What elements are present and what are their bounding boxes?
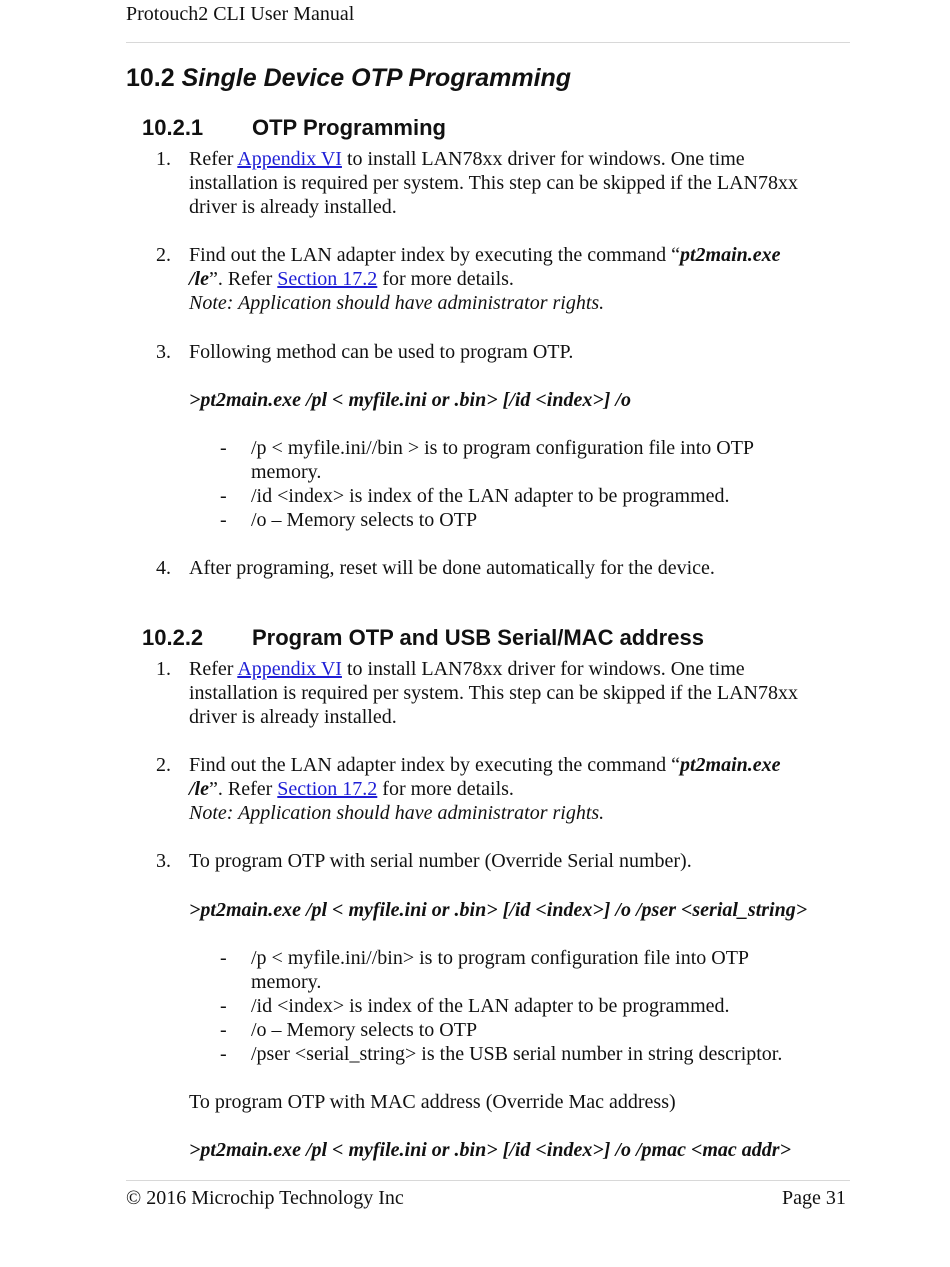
section-number: 10.2 [126,64,175,92]
bullet-text: /p < myfile.ini//bin > is to program configuration file into OTP [251,437,755,459]
section-title: Single Device OTP Programming [181,64,572,92]
text-run: Find out the LAN adapter index by executing the command “ [189,754,680,776]
subsection-number: 10.2.2 [142,625,204,650]
bullet-text: memory. [251,461,322,483]
text-run: for more details. [377,778,514,800]
step-text: To program OTP with MAC address (Override Mac address) [189,1091,676,1113]
text-run: Refer [189,148,238,170]
step-number: 2. [156,754,171,776]
text-run: ”. Refer [209,268,278,290]
step-text [189,777,514,801]
step-text: driver is already installed. [189,196,397,218]
header-divider [126,42,850,43]
bullet-dash: - [220,947,227,969]
bullet-dash: - [220,485,227,507]
note-text: Note: Application should have administrator rights. [189,802,605,824]
step-number: 1. [156,148,171,170]
step-text: installation is required per system. This step can be skipped if the LAN78xx [189,682,798,704]
step-text [189,267,514,291]
step-text: Following method can be used to program OTP. [189,341,574,363]
step-number: 4. [156,557,171,579]
bullet-text: /p < myfile.ini//bin> is to program configuration file into OTP [251,947,750,969]
text-run: Refer [189,658,238,680]
command-text: /le [189,268,209,290]
bullet-text: /o – Memory selects to OTP [251,1019,478,1041]
bullet-text: /o – Memory selects to OTP [251,509,478,531]
section-heading [126,64,571,93]
running-header: Protouch2 CLI User Manual [126,3,355,25]
step-text [189,147,745,171]
appendix-link[interactable]: Appendix VI [237,658,342,680]
command-text: pt2main.exe [679,754,781,776]
command-text: pt2main.exe [679,244,781,266]
step-text: To program OTP with serial number (Override Serial number). [189,850,692,872]
step-text [189,753,781,777]
text-run: to install LAN78xx driver for windows. One time [341,658,745,680]
bullet-dash: - [220,1043,227,1065]
footer-divider [126,1180,850,1181]
text-run: for more details. [377,268,514,290]
command-text: /le [189,778,209,800]
page-number: Page 31 [782,1187,846,1209]
step-text [189,657,745,681]
appendix-link[interactable]: Appendix VI [237,148,342,170]
step-number: 3. [156,850,171,872]
footer-copyright: © 2016 Microchip Technology Inc [126,1187,404,1209]
step-text [189,243,781,267]
bullet-text: /id <index> is index of the LAN adapter to be programmed. [251,995,730,1017]
subsection-heading-2 [142,625,704,651]
bullet-dash: - [220,509,227,531]
section-link[interactable]: Section 17.2 [277,268,378,290]
section-link[interactable]: Section 17.2 [277,778,378,800]
command-line: >pt2main.exe /pl < myfile.ini or .bin> [/id <index>] /o [189,389,631,411]
step-text: After programing, reset will be done automatically for the device. [189,557,715,579]
text-run: Find out the LAN adapter index by executing the command “ [189,244,680,266]
bullet-dash: - [220,437,227,459]
step-number: 1. [156,658,171,680]
bullet-dash: - [220,1019,227,1041]
command-line: >pt2main.exe /pl < myfile.ini or .bin> [/id <index>] /o /pmac <mac addr> [189,1139,791,1161]
subsection-number: 10.2.1 [142,115,204,140]
text-run: ”. Refer [209,778,278,800]
bullet-text: /id <index> is index of the LAN adapter to be programmed. [251,485,730,507]
step-text: installation is required per system. This step can be skipped if the LAN78xx [189,172,798,194]
step-number: 2. [156,244,171,266]
subsection-title: Program OTP and USB Serial/MAC address [252,625,704,650]
subsection-heading-1 [142,115,446,141]
step-number: 3. [156,341,171,363]
bullet-text: memory. [251,971,322,993]
step-text: driver is already installed. [189,706,397,728]
bullet-text: /pser <serial_string> is the USB serial number in string descriptor. [251,1043,783,1065]
command-line: >pt2main.exe /pl < myfile.ini or .bin> [/id <index>] /o /pser <serial_string> [189,899,808,921]
note-text: Note: Application should have administrator rights. [189,292,605,314]
text-run: to install LAN78xx driver for windows. One time [341,148,745,170]
subsection-title: OTP Programming [252,115,446,140]
bullet-dash: - [220,995,227,1017]
